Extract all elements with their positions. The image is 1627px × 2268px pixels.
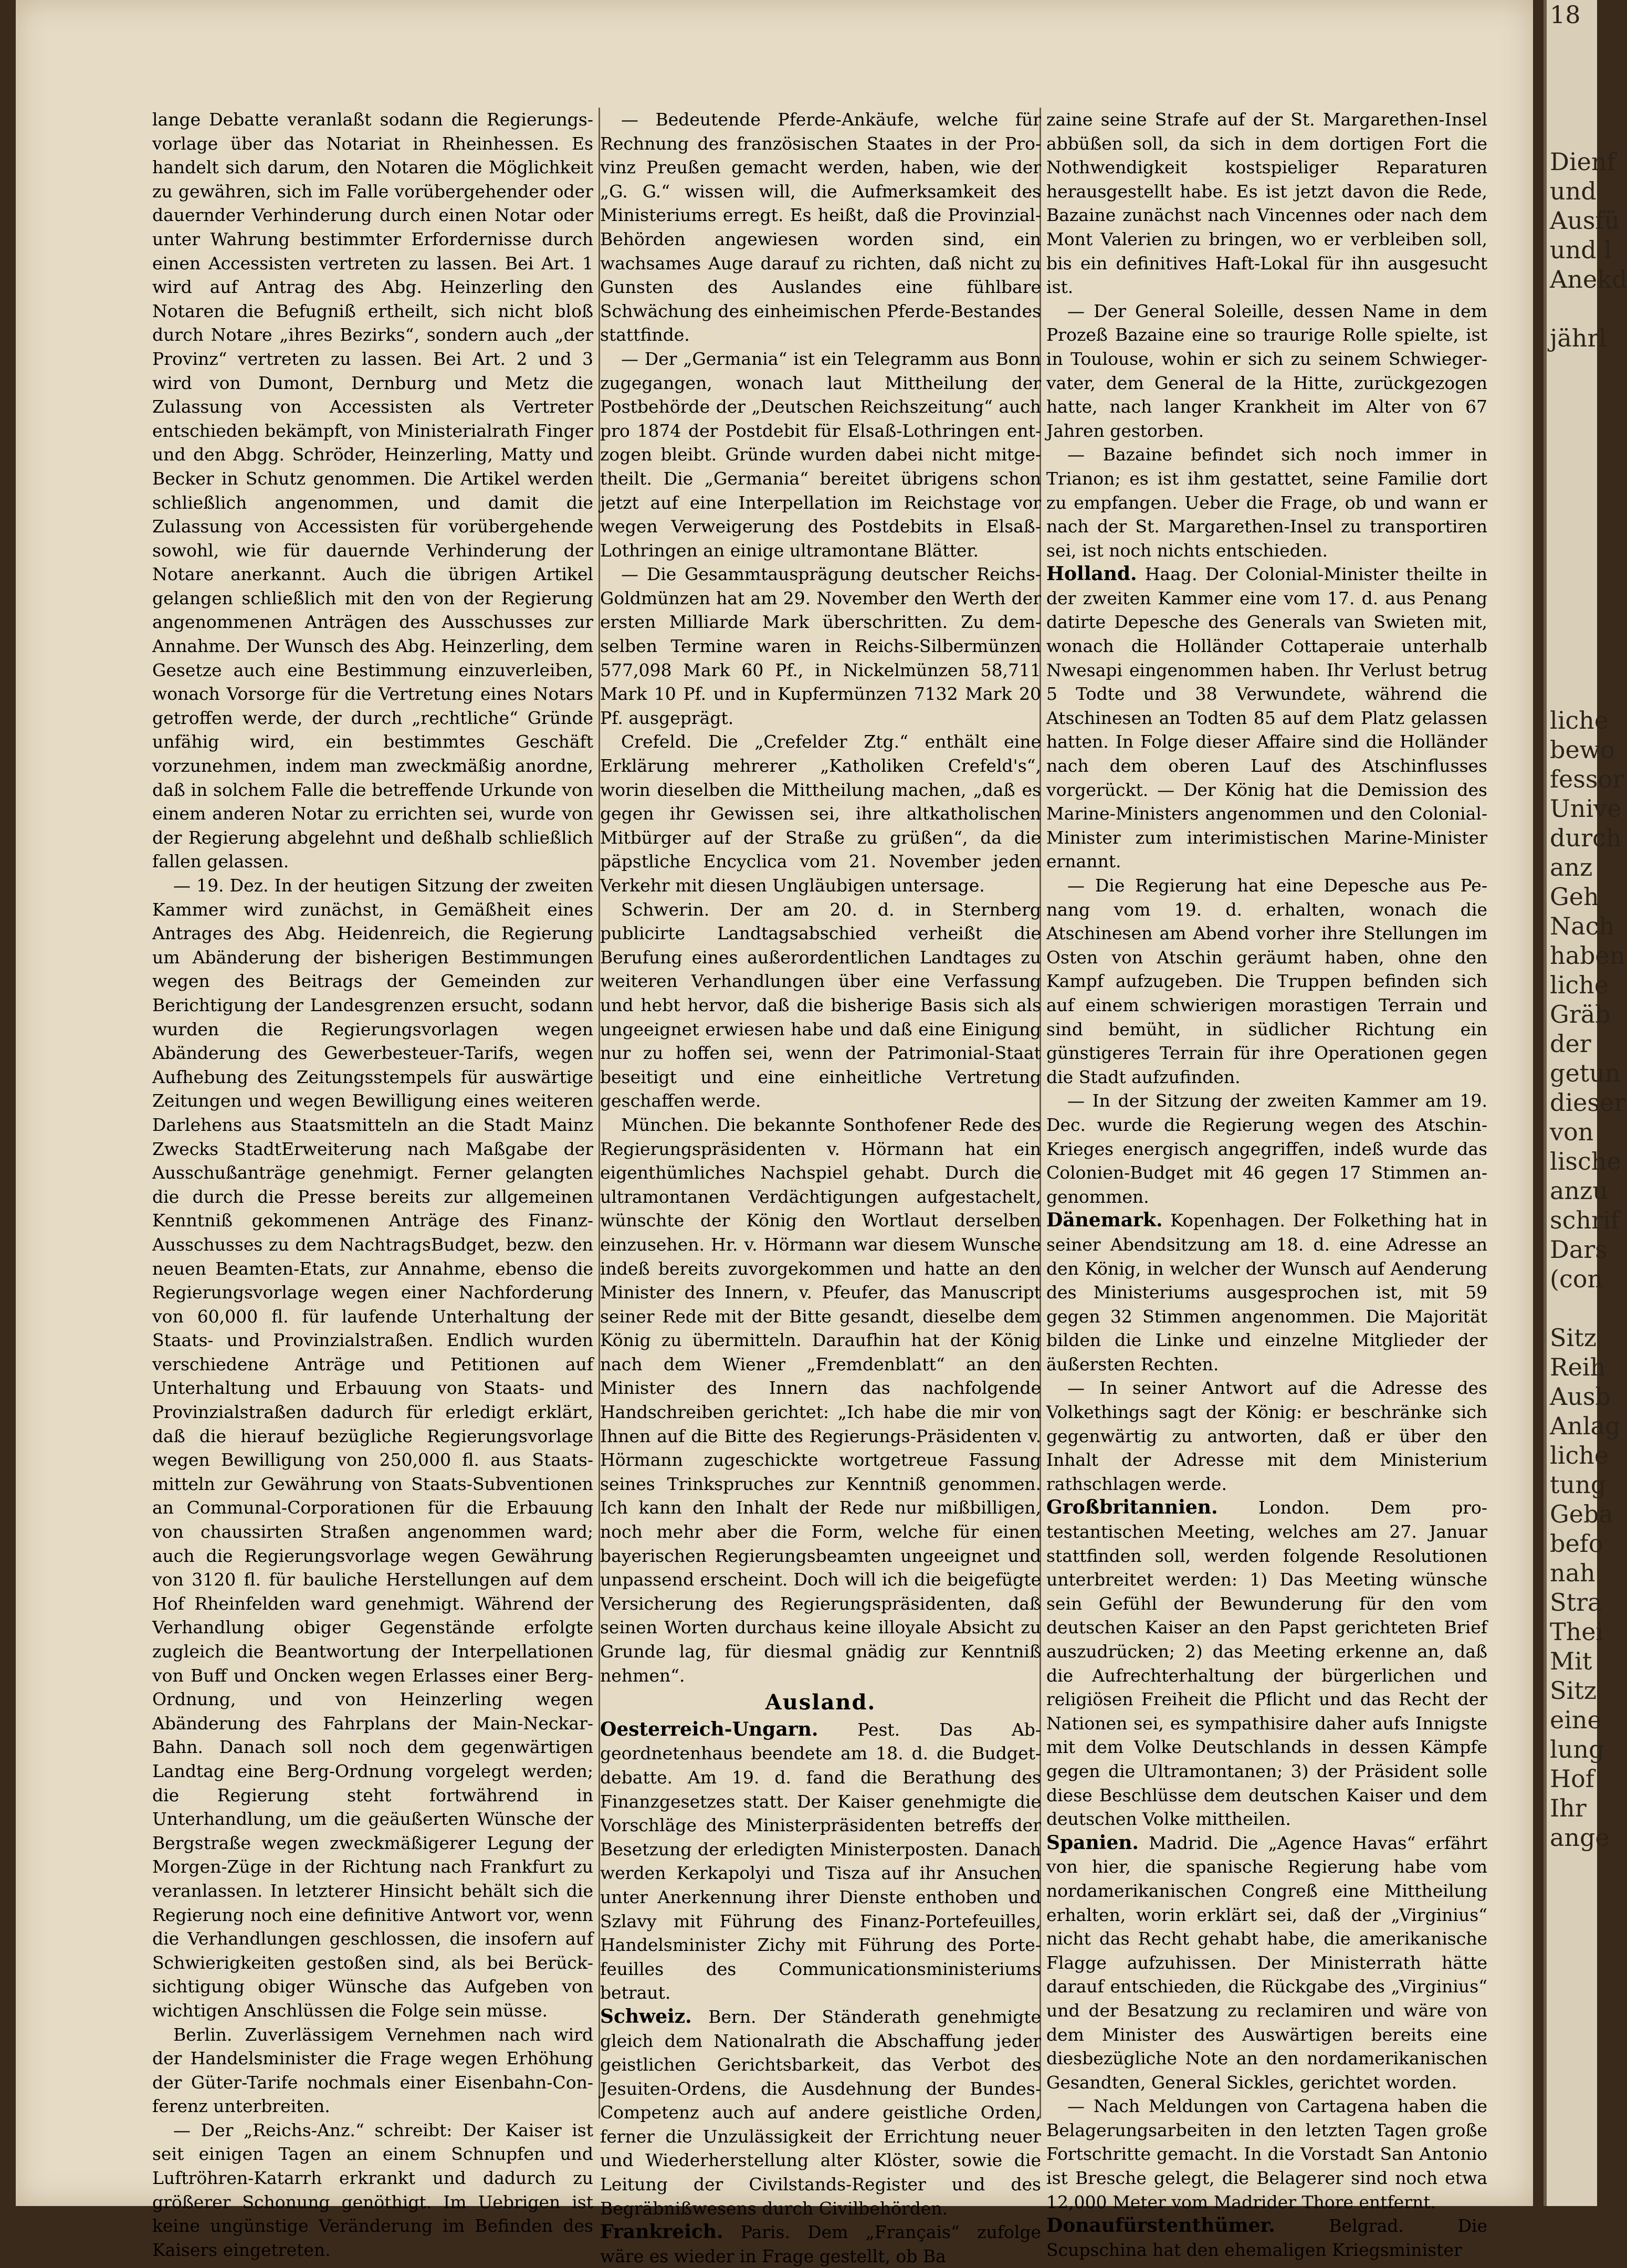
adjacent-page-line: tung <box>1550 1471 1607 1499</box>
adjacent-page-line: liche <box>1550 1441 1609 1469</box>
adjacent-page-line <box>1547 588 1597 617</box>
adjacent-page-line: schrif <box>1550 1206 1620 1234</box>
paragraph-text: Bern. Der Ständerath genehmigte gleich dem Nationalrath die Abschaffung jeder geistlichen Gerichtsbarkeit, das Verbot des Jesuiten-Ordens, die Ausdehnung der BundesCompetenz auch auf andere geistliche Orden, ferner die Unzulässigkeit der Errichtung neuer und Wiederherstellung alter Klöster, sowie die Leitung der Civilstands-Register und des Begräbnißwesens durch Civilbehörden. <box>600 2006 1041 2219</box>
paragraph-oesterreich <box>600 1718 1041 2005</box>
adjacent-page-text <box>1547 0 1627 1852</box>
adjacent-page-line <box>1547 59 1597 88</box>
adjacent-page-line: liche <box>1550 971 1609 999</box>
paragraph-notariat: lange Debatte veranlaßt sodann die Regierungsvorlage über das Notariat in Rheinhessen. Es handelt sich darum, den Notaren die Möglichkeit zu gewähren, sich im Falle vorübergehender oder dauernder Verhinderung durch einen Notar oder unter Wahrung bestimmter Erfordernisse durch einen Accessisten vertreten zu lassen. Bei Art. 1 wird auf Antrag des Abg. Heinzerling den Notaren die Befugniß ertheilt, sich nicht bloß durch Notare „ihres Bezirks“, sondern auch „der Provinz“ vertreten zu lassen. Bei Art. 2 und 3 wird von Dumont, Dernburg und Metz die Zulassung von Accessisten als Vertreter entschieden bekämpft, von Ministerialrath Finger und den Abgg. Schröder, Heinzerling, Matty und Becker in Schutz genommen. Die Artikel werden schließlich angenommen, und damit die Zulassung von Accessisten für vorübergehende sowohl, wie für dauernde Verhinderung der Notare anerkannt. Auch die übrigen Artikel gelangen schließlich mit den von der Regierung angenommenen Anträgen des Ausschusses zur Annahme. Der Wunsch des Abg. Heinzerling, dem Gesetze auch eine Bestimmung einzuverleiben, wonach Vorsorge für die Vertretung eines Notars getroffen werde, der durch „rechtliche“ Gründe unfähig wird, ein bestimmtes Geschäft vorzunehmen, indem man zweckmäßig anordne, daß in solchem Falle die betreffende Urkunde von einem anderen Notar zu errichten sei, wurde von der Regierung abgelehnt und deßhalb schließlich fallen gelassen. <box>152 109 593 872</box>
adjacent-page-line: und <box>1550 177 1597 205</box>
paragraph-soleille: — Der General Soleille, dessen Name in dem Prozeß Bazaine eine so traurige Rolle spielte, ist in Toulouse, wohin er sich zu seinem Schwiegervater, dem General de la Hitte, zurückgezogen hatte, nach langer Krankheit im Alter von 67 Jahren gestorben. <box>1046 300 1487 441</box>
adjacent-page-line <box>1547 353 1597 382</box>
paragraph-pferde-ankaeufe: — Bedeutende Pferde-Ankäufe, welche für Rechnung des französischen Staates in der Provinz Preußen gemacht werden, haben, wie der „G. G.“ wissen will, die Aufmerksamkeit des Ministeriums erregt. Es heißt, daß die ProvinzialBehörden angewiesen worden sind, ein wachsames Auge darauf zu richten, daß nicht zu Gunsten des Auslandes eine fühlbare Schwächung des einheimischen Pferde-Bestandes stattfinde. <box>600 109 1041 345</box>
adjacent-page-line: Ausfü <box>1550 206 1620 235</box>
adjacent-page-line <box>1547 118 1597 147</box>
country-heading: Schweiz. <box>600 2005 692 2028</box>
paragraph-berlin: Berlin. Zuverlässigem Vernehmen nach wird der Handelsminister die Frage wegen Erhöhung der Güter-Tarife nochmals einer Eisenbahn-Conferenz unterbreiten. <box>152 2024 593 2117</box>
adjacent-page-line: Thei <box>1550 1618 1604 1646</box>
paragraph-text: Paris. Dem „Français“ zufolge wäre es wieder in Frage gestellt, ob Ba <box>600 2222 1041 2266</box>
column-2 <box>600 108 1041 2268</box>
country-heading: Spanien. <box>1046 1831 1139 1854</box>
adjacent-page-line <box>1547 647 1597 676</box>
adjacent-page-line: Geba <box>1550 1500 1613 1528</box>
paragraph-grossbritannien <box>1046 1496 1487 1831</box>
adjacent-page-line: Sitz <box>1550 1324 1597 1352</box>
adjacent-page-line: haben <box>1550 941 1625 970</box>
adjacent-page-line: ange <box>1550 1823 1610 1852</box>
adjacent-page-line: Sitz <box>1550 1676 1597 1705</box>
paragraph-schweiz <box>600 2005 1041 2220</box>
adjacent-page-line: Reih <box>1550 1353 1606 1381</box>
adjacent-page-line <box>1547 470 1597 500</box>
adjacent-page-line: dieser <box>1550 1088 1626 1117</box>
country-heading: Oesterreich-Ungarn. <box>600 1718 818 1740</box>
adjacent-page-line: fessor <box>1550 765 1624 793</box>
adjacent-page-line: Gräb <box>1550 1000 1611 1028</box>
paragraph-muenchen: München. Die bekannte Sonthofener Rede des Regierungspräsidenten v. Hörmann hat ein eigenthümliches Nachspiel gehabt. Durch die ultramontanen Verdächtigungen aufgestachelt, wünschte der König den Wortlaut derselben einzusehen. Hr. v. Hörmann war diesem Wunsche indeß bereits zuvorgekommen und hatte an den Minister des Innern, v. Pfeufer, das Manuscript seiner Rede mit der Bitte gesandt, dieselbe dem König zu übermitteln. Daraufhin hat der König nach dem Wiener „Fremdenblatt“ an den Minister des Innern das nachfolgende Handschreiben gerichtet: „Ich habe die mir von Ihnen auf die Bitte des Regierungs-Präsidenten v. Hörmann zugeschickte wortgetreue Fassung seines Trinkspruches zur Kenntniß genommen. Ich kann den Inhalt der Rede nur mißbilligen, noch mehr aber die Form, welche für einen bayerischen Regierungsbeamten ungeeignet und unpassend erscheint. Doch will ich die beigefügte Versicherung des Regierungspräsidenten, daß seinen Worten durchaus keine illoyale Absicht zu Grunde lag, für diesmal gnädig zur Kenntniß nehmen“. <box>600 1114 1041 1686</box>
paragraph-text: Belgrad. Die Scupschina hat den ehemaligen Kriegsminister <box>1046 2216 1487 2260</box>
adjacent-page-line: lische <box>1550 1147 1621 1175</box>
paragraph-frankreich <box>600 2220 1041 2268</box>
adjacent-page-line: anz <box>1550 853 1593 881</box>
adjacent-page-line: Anlag <box>1550 1412 1621 1440</box>
paragraph-text: Madrid. Die „Agence Havas“ erfährt von hier, die spanische Regierung habe vom nordamerikanischen Congreß eine Mittheilung erhalten, worin erklärt sei, daß der „Virginius“ nicht das Recht gehabt habe, die amerikanische Flagge aufzuhissen. Der Ministerrath hätte darauf entschieden, die Rückgabe des „Virginius“ und der Besatzung zu reclamiren und wäre von dem Minister des Auswärtigen bereits eine diesbezügliche Note an den nordamerikanischen Gesandten, General Sickles, gerichtet worden. <box>1046 1832 1487 2093</box>
adjacent-page-line: befo <box>1550 1529 1603 1558</box>
paragraph-bazaine-trianon: — Bazaine befindet sich noch immer in Trianon; es ist ihm gestattet, seine Familie dort zu empfangen. Ueber die Frage, ob und wann er nach der St. Margarethen-Insel zu transportiren sei, ist noch nichts entschieden. <box>1046 444 1487 561</box>
adjacent-page-line: eine <box>1550 1706 1602 1734</box>
adjacent-page-line: jährl <box>1550 324 1607 352</box>
adjacent-page-line <box>1547 29 1597 59</box>
paragraph-cartagena: — Nach Meldungen von Cartagena haben die Belagerungsarbeiten in den letzten Tagen große Fortschritte gemacht. In die Vorstadt San Antonio ist Bresche gelegt, die Belagerer sind noch etwa 12,000 Meter vom Madrider Thore entfernt. <box>1046 2096 1487 2212</box>
section-heading-ausland: Ausland. <box>765 1690 876 1715</box>
paragraph-koenig-antwort: — In seiner Antwort auf die Adresse des Volkethings sagt der König: er beschränke sich gegenwärtig zu antworten, daß er über den Inhalt der Adresse mit dem Ministerium rathschlagen werde. <box>1046 1378 1487 1494</box>
paragraph-holland <box>1046 562 1487 874</box>
adjacent-page-line <box>1547 441 1597 470</box>
paragraph-reichs-anz: — Der „Reichs-Anz.“ schreibt: Der Kaiser ist seit einigen Tagen an einem Schnupfen und Luftröhren-Katarrh erkrankt und dadurch zu größerer Schonung genöthigt. Im Uebrigen ist keine ungünstige Veränderung im Befinden des Kaisers eingetreten. <box>152 2119 593 2260</box>
adjacent-page-line: anzu <box>1550 1177 1608 1205</box>
adjacent-page-line: der <box>1550 1030 1591 1058</box>
adjacent-page-line: bewo <box>1550 736 1615 764</box>
adjacent-page-line: Dienf <box>1550 148 1616 176</box>
adjacent-page-line <box>1547 88 1597 118</box>
paragraph-text: Pest. Das Abgeordnetenhaus beendete am 18. d. die Budgetdebatte. Am 19. d. fand die Berathung des Finanzgesetzes statt. Der Kaiser genehmigte die Vorschläge des Ministerpräsidenten betreffs der Besetzung der erledigten Ministerposten. Danach werden Kerkapolyi und Tisza auf ihr Ansuchen unter Anerkennung ihrer Dienste enthoben und Szlavy mit Führung des Finanz-Portefeuilles, Handelsminister Zichy mit Führung des Portefeuilles des Communicationsministeriums betraut. <box>600 1719 1041 2003</box>
adjacent-page-line: nah <box>1550 1559 1595 1587</box>
paragraph-bazaine-strafe: zaine seine Strafe auf der St. Margarethen-Insel abbüßen soll, da sich in dem dortigen Fort die Nothwendigkeit kostspieliger Reparaturen herausgestellt habe. Es ist jetzt davon die Rede, Bazaine zunächst nach Vincennes oder nach dem Mont Valerien zu bringen, wo er verbleiben soll, bis ein definitives Haft-Lokal für ihn ausgesucht ist. <box>1046 109 1487 298</box>
paragraph-goldmuenzen: — Die Gesammtausprägung deutscher ReichsGoldmünzen hat am 29. November den Werth der ersten Milliarde Mark überschritten. Zu demselben Termine waren in Reichs-Silbermünzen 577,098 Mark 60 Pf., in Nickelmünzen 58,711 Mark 10 Pf. und in Kupfermünzen 7132 Mark 20 Pf. ausgeprägt. <box>600 564 1041 728</box>
adjacent-page-line: Geh <box>1550 883 1599 911</box>
adjacent-page-line: lung <box>1550 1735 1604 1763</box>
adjacent-page-line: Ihr <box>1550 1794 1587 1822</box>
paragraph-donaufuerstenthuemer <box>1046 2214 1487 2262</box>
adjacent-page-line <box>1547 617 1597 647</box>
adjacent-page-line: liche <box>1550 706 1609 734</box>
adjacent-page-line: Ausb <box>1550 1382 1611 1411</box>
country-heading: Dänemark. <box>1046 1209 1163 1232</box>
country-heading: Großbritannien. <box>1046 1496 1218 1519</box>
paragraph-crefeld: Crefeld. Die „Crefelder Ztg.“ enthält eine Erklärung mehrerer „Katholiken Crefeld's“, worin dieselben die Mittheilung machen, „daß es gegen ihr Gewissen sei, ihre altkatholischen Mitbürger auf der Straße zu grüßen“, da die päpstliche Encyclica vom 21. November jeden Verkehr mit diesen Ungläubigen untersage. <box>600 731 1041 896</box>
adjacent-page-line: von <box>1550 1118 1594 1146</box>
paragraph-text: Haag. Der Colonial-Minister theilte in der zweiten Kammer eine vom 17. d. aus Penang datirte Depesche des Generals van Swieten mit, wonach die Holländer Cottaperaie unterhalb Nwesapi eingenommen haben. Ihr Verlust betrug 5 Todte und 38 Verwundete, während die Atschinesen an Todten 85 auf dem Platz gelassen hatten. In Folge dieser Affaire sind die Holländer nach dem oberen Lauf des Atschinflusses vorgerückt. — Der König hat die Demission des Marine-Ministers angenommen und den ColonialMinister zum interimistischen Marine-Minister ernannt. <box>1046 564 1487 872</box>
paragraph-text: Kopenhagen. Der Folkething hat in seiner Abendsitzung am 18. d. eine Adresse an den König, in welcher der Wunsch auf Aenderung des Ministeriums ausgesprochen ist, mit 59 gegen 32 Stimmen angenommen. Die Majorität bilden die Linke und einzelne Mitglieder der äußersten Rechten. <box>1046 1210 1487 1374</box>
paragraph-daenemark <box>1046 1209 1487 1376</box>
adjacent-page-line: Dars <box>1550 1235 1608 1264</box>
paragraph-penang: — Die Regierung hat eine Depesche aus Penang vom 19. d. erhalten, wonach die Atschinesen am Abend vorher ihre Stellungen im Osten von Atschin geräumt haben, ohne den Kampf aufzugeben. Die Truppen befinden sich auf einem schwierigen morastigen Terrain und sind bemüht, in südlicher Richtung ein günstigeres Terrain für ihre Operationen gegen die Stadt aufzufinden. <box>1046 875 1487 1087</box>
adjacent-page-line: Stra <box>1550 1588 1602 1616</box>
adjacent-page-line <box>1547 529 1597 559</box>
adjacent-page-line: Hof <box>1550 1765 1594 1793</box>
adjacent-page-line: Mit <box>1550 1647 1592 1675</box>
adjacent-page-line <box>1547 559 1597 588</box>
adjacent-page-line <box>1547 382 1597 412</box>
column-3 <box>1046 108 1487 2262</box>
adjacent-page-line <box>1547 1294 1597 1323</box>
country-heading: Frankreich. <box>600 2221 723 2243</box>
adjacent-page-line <box>1547 412 1597 441</box>
country-heading: Holland. <box>1046 563 1137 585</box>
paragraph-germania: — Der „Germania“ ist ein Telegramm aus Bonn zugegangen, wonach laut Mittheilung der Postbehörde der „Deutschen Reichszeitung“ auch pro 1874 der Postdebit für Elsaß-Lothringen entzogen bleibt. Gründe wurden dabei nicht mitgetheilt. Die „Germania“ bereitet übrigens schon jetzt auf eine Interpellation im Reichstage vor wegen Verweigerung des Postdebits in ElsaßLothringen an einige ultramontane Blätter. <box>600 348 1041 561</box>
adjacent-page-line: Unive <box>1550 794 1622 823</box>
adjacent-page-line: Anekd <box>1550 265 1627 293</box>
paragraph-spanien <box>1046 1831 1487 2095</box>
paragraph-text: London. Dem protestantischen Meeting, welches am 27. Januar stattfinden soll, werden folgende Resolutionen unterbreitet werden: 1) Das Meeting wünsche sein Gefühl der Bewunderung für den vom deutschen Kaiser an den Papst gerichteten Brief auszudrücken; 2) das Meeting erkenne an, daß die Aufrechterhaltung der bürgerlichen und religiösen Freiheit die Pflicht und das Recht der Nationen sei, es sympathisire daher aufs Innigste mit dem Volke Deutschlands in dessen Kämpfe gegen die Ultramontanen; 3) der Präsident solle diese Beschlüsse dem deutschen Kaiser und dem deutschen Volke mittheilen. <box>1046 1497 1487 1830</box>
column-1 <box>152 108 593 2262</box>
country-heading: Donaufürstenthümer. <box>1046 2214 1275 2237</box>
adjacent-page-line <box>1547 676 1597 706</box>
adjacent-page-line: getun <box>1550 1059 1621 1087</box>
adjacent-page-line <box>1547 294 1597 323</box>
adjacent-page-line: durch <box>1550 824 1622 852</box>
adjacent-page-line: und l <box>1550 236 1612 264</box>
adjacent-page-edge <box>1544 0 1627 2206</box>
adjacent-page-line: (con <box>1550 1265 1603 1293</box>
paragraph-schwerin: Schwerin. Der am 20. d. in Sternberg publicirte Landtagsabschied verheißt die Berufung eines außerordentlichen Landtages zu weiteren Verhandlungen über eine Verfassung und hebt hervor, daß die bisherige Basis sich als ungeeignet erwiesen habe und daß eine Einigung nur zu hoffen sei, wenn der Patrimonial-Staat beseitigt und eine einheitliche Vertretung geschaffen werde. <box>600 899 1041 1111</box>
paragraph-kammer-19-dez: — 19. Dez. In der heutigen Sitzung der zweiten Kammer wird zunächst, in Gemäßheit eines Antrages des Abg. Heidenreich, die Regierung um Abänderung der bisherigen Bestimmungen wegen des Beitrags der Gemeinden zur Berichtigung der Landesgrenzen ersucht, sodann wurden die Regierungsvorlagen wegen Abänderung des Gewerbesteuer-Tarifs, wegen Aufhebung des Zeitungsstempels für auswärtige Zeitungen und wegen Bewilligung eines weiteren Darlehens aus Staatsmitteln an die Stadt Mainz Zwecks StadtErweiterung nach Maßgabe der Ausschußanträge genehmigt. Ferner gelangten die durch die Presse bereits zur allgemeinen Kenntniß gekommenen Anträge des Finanz-Ausschusses zu dem NachtragsBudget, bezw. den neuen Beamten-Etats, zur Annahme, ebenso die Regierungsvorlage wegen einer Nachforderung von 60,000 fl. für laufende Unterhaltung der Staats- und Provinzialstraßen. Endlich wurden verschiedene Anträge und Petitionen auf Unterhaltung und Erbauung von Staats- und Provinzialstraßen dadurch für erledigt erklärt, daß die hierauf bezügliche Regierungsvorlage wegen Bewilligung von 250,000 fl. aus Staatsmitteln zur Gewährung von Staats-Subventionen an Communal-Corporationen für die Erbauung von chaussirten Straßen angenommen ward; auch die Regierungsvorlage wegen Gewährung von 3120 fl. für bauliche Herstellungen auf dem Hof Rheinfelden ward genehmigt. Während der Verhandlung obiger Gegenstände erfolgte zugleich die Beantwortung der Interpellationen von Buff und Oncken wegen Erlasses einer Berg-Ordnung, und von Heinzerling wegen Abänderung des Fahrplans der Main-Neckar-Bahn. Danach soll noch dem gegenwärtigen Landtag eine Berg-Ordnung vorgelegt werden; die Regierung steht fortwährend in Unterhandlung, um die geäußerten Wünsche der Bergstraße wegen zweckmäßigerer Legung der Morgen-Züge in der Richtung nach Frankfurt zu veranlassen. In letzterer Hinsicht behält sich die Regierung noch eine definitive Antwort vor, wenn die Verhandlungen geschlossen, die insofern auf Schwierigkeiten gestoßen sind, als bei Berücksichtigung obiger Wünsche das Aufgeben von wichtigen Anschlüssen die Folge sein müsse. <box>152 875 593 2021</box>
paragraph-atschin-krieg: — In der Sitzung der zweiten Kammer am 19. Dec. wurde die Regierung wegen des AtschinKrieges energisch angegriffen, indeß wurde das Colonien-Budget mit 46 gegen 17 Stimmen angenommen. <box>1046 1090 1487 1207</box>
adjacent-page-line: Nach <box>1550 912 1615 940</box>
adjacent-page-line <box>1547 500 1597 529</box>
adjacent-page-line: 18 <box>1550 1 1581 29</box>
